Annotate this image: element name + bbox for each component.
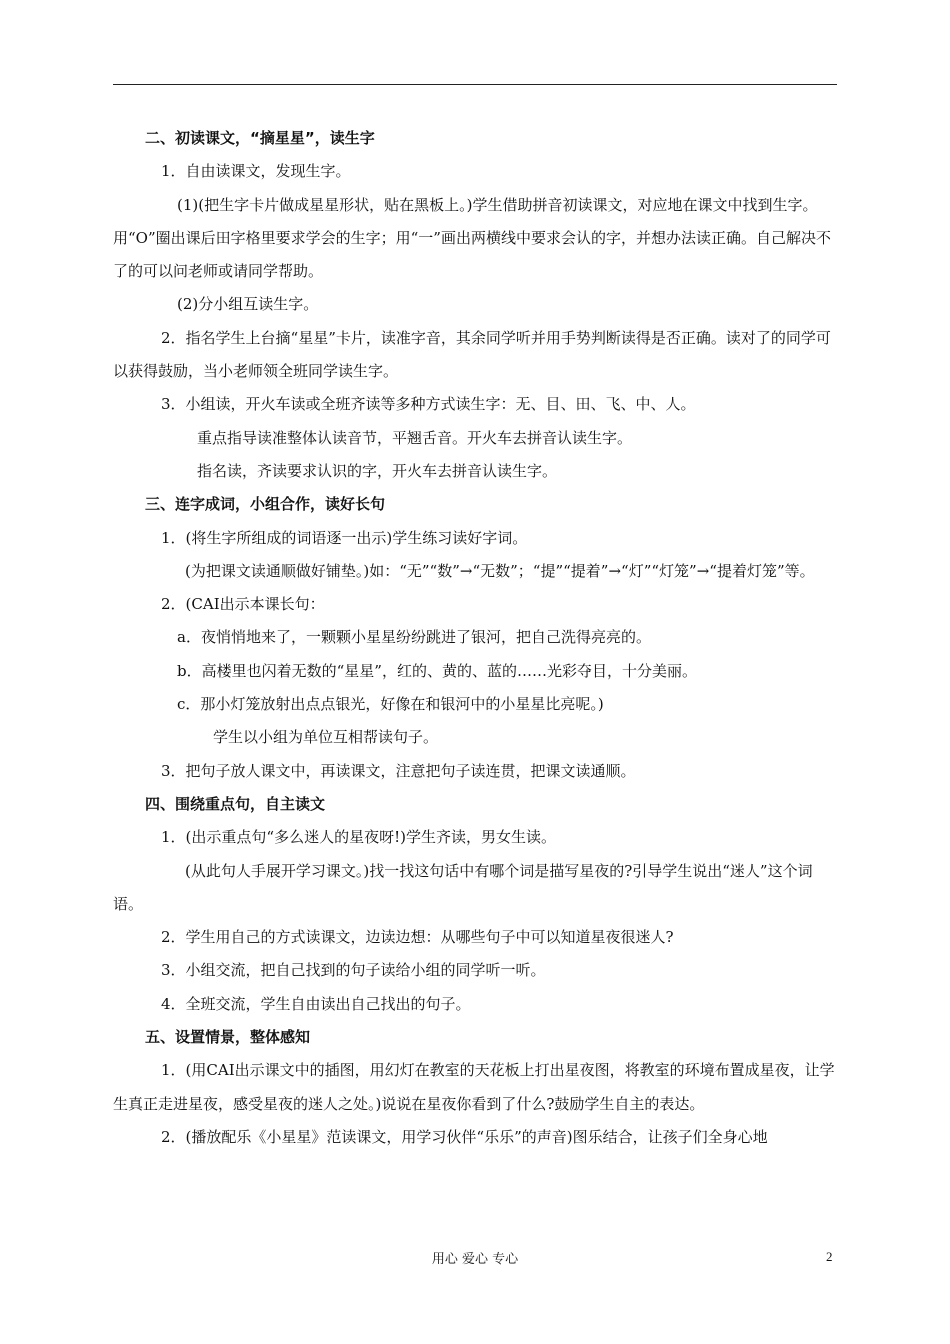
footer-motto: 用心 爱心 专心 — [431, 1252, 519, 1267]
paragraph: (2)分小组互读生字。 — [177, 295, 319, 314]
paragraph: 指名读，齐读要求认识的字，开火车去拼音认读生字。 — [197, 461, 558, 480]
paragraph: (为把课文读通顺做好铺垫。)如：“无”“数”→“无数”；“提”“提着”→“灯”“灯笼”→“提着灯笼”等。 — [185, 561, 815, 580]
header-rule — [113, 84, 837, 85]
paragraph: 2．(CAI出示本课长句： — [161, 595, 325, 614]
paragraph: a．夜悄悄地来了，一颗颗小星星纷纷跳进了银河，把自己洗得亮亮的。 — [177, 628, 651, 647]
paragraph: 3．小组读，开火车读或全班齐读等多种方式读生字：无、目、田、飞、中、人。 — [161, 395, 696, 414]
paragraph: 3．把句子放人课文中，再读课文，注意把句子读连贯，把课文读通顺。 — [161, 761, 636, 780]
paragraph: 1．(将生字所组成的词语逐一出示)学生练习读好字词。 — [161, 528, 528, 547]
section-heading: 二、初读课文，“摘星星”，读生字 — [145, 129, 375, 147]
paragraph: c．那小灯笼放射出点点银光，好像在和银河中的小星星比亮呢。) — [177, 695, 604, 714]
paragraph: (1)(把生字卡片做成星星形状，贴在黑板上。)学生借助拼音初读课文，对应地在课文中找到生字。用“O”圈出课后田字格里要求学会的生字；用“一”画出两横线中要求会认的字，并想办法读正确。自己解决不了的可以问老师或请同学帮助。 — [113, 195, 831, 281]
paragraph: 学生以小组为单位互相帮读句子。 — [213, 728, 439, 747]
paragraph: (从此句人手展开学习课文。)找一找这句话中有哪个词是描写星夜的?引导学生说出“迷人”这个词语。 — [113, 861, 813, 913]
paragraph: 重点指导读准整体认读音节，平翘舌音。开火车去拼音认读生字。 — [197, 428, 633, 447]
paragraph: 3．小组交流，把自己找到的句子读给小组的同学听一听。 — [161, 961, 546, 980]
paragraph: 2．学生用自己的方式读课文，边读边想：从哪些句子中可以知道星夜很迷人? — [161, 928, 674, 947]
section-heading: 四、围绕重点句，自主读文 — [145, 794, 326, 813]
paragraph: 4．全班交流，学生自由读出自己找出的句子。 — [161, 994, 471, 1013]
paragraph: 2．(播放配乐《小星星》范读课文，用学习伙伴“乐乐”的声音)图乐结合，让孩子们全身心地 — [161, 1127, 768, 1146]
paragraph: 1．自由读课文，发现生字。 — [161, 162, 351, 181]
document-body — [113, 122, 837, 1154]
paragraph: 2．指名学生上台摘“星星”卡片，读准字音，其余同学听并用手势判断读得是否正确。读对了的同学可以获得鼓励，当小老师领全班同学读生字。 — [113, 328, 831, 381]
paragraph: 1．(出示重点句“多么迷人的星夜呀!)学生齐读，男女生读。 — [161, 828, 556, 847]
section-heading: 五、设置情景，整体感知 — [145, 1028, 311, 1047]
paragraph: 1．(用CAI出示课文中的插图，用幻灯在教室的天花板上打出星夜图，将教室的环境布置成星夜，让学生真正走进星夜，感受星夜的迷人之处。)说说在星夜你看到了什么?鼓励学生自主的表达。 — [113, 1061, 835, 1113]
page-number: 2 — [826, 1249, 833, 1264]
section-heading: 三、连字成词，小组合作，读好长句 — [145, 495, 386, 514]
paragraph: b．高楼里也闪着无数的“星星”，红的、黄的、蓝的……光彩夺目，十分美丽。 — [177, 661, 697, 680]
